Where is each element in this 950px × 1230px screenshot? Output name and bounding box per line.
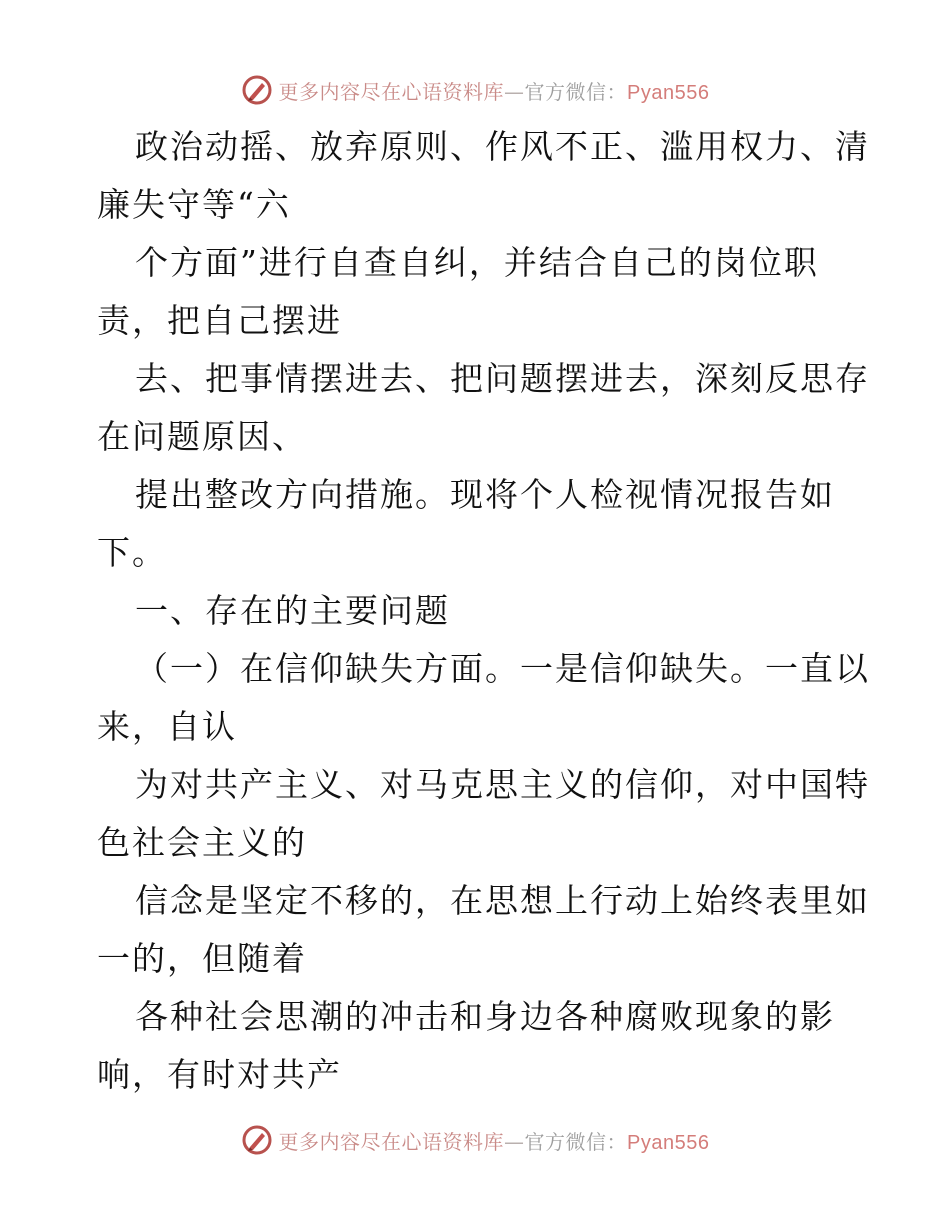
section-heading: 一、存在的主要问题	[135, 591, 450, 630]
header-watermark	[0, 70, 950, 110]
text-line: 各种社会思潮的冲击和身边各种腐败现象的影	[135, 997, 835, 1036]
text-line: 政治动摇、放弃原则、作风不正、滥用权力、清	[135, 127, 870, 166]
text-line: 去、把事情摆进去、把问题摆进去，深刻反思存	[135, 359, 870, 398]
document-body	[97, 118, 870, 1104]
text-line: 色社会主义的	[97, 823, 307, 862]
watermark-text: 更多内容尽在心语资料库—官方微信：Pyan556	[278, 1129, 710, 1154]
text-line: 个方面”进行自查自纠，并结合自己的岗位职	[135, 243, 819, 282]
text-line: 廉失守等“六	[97, 185, 291, 224]
watermark-text: 更多内容尽在心语资料库—官方微信：Pyan556	[278, 79, 710, 104]
text-line: 为对共产主义、对马克思主义的信仰，对中国特	[135, 765, 870, 804]
text-line: 责，把自己摆进	[97, 301, 342, 340]
text-line: 下。	[97, 533, 167, 572]
pen-logo-icon	[241, 1124, 273, 1156]
footer-watermark	[0, 1120, 950, 1160]
text-line: 在问题原因、	[97, 417, 307, 456]
pen-logo-icon	[241, 74, 273, 106]
text-line: 来，自认	[97, 707, 237, 746]
text-line: 响，有时对共产	[97, 1055, 342, 1094]
text-line: 信念是坚定不移的，在思想上行动上始终表里如	[135, 881, 870, 920]
text-line: 提出整改方向措施。现将个人检视情况报告如	[135, 475, 835, 514]
text-line: （一）在信仰缺失方面。一是信仰缺失。一直以	[135, 649, 870, 688]
text-line: 一的，但随着	[97, 939, 307, 978]
